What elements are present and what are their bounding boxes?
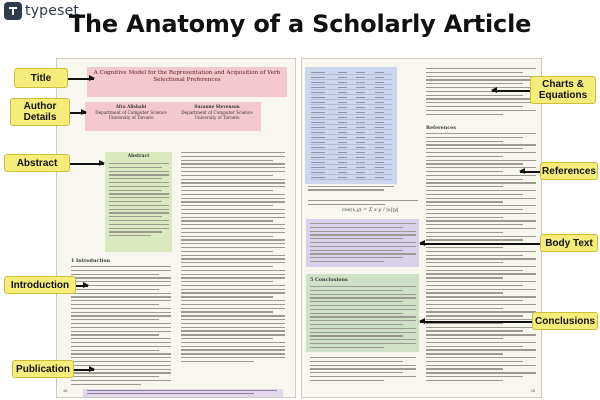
paper-page-right xyxy=(301,58,542,398)
results-table xyxy=(310,70,392,180)
arrow-publication xyxy=(74,369,94,371)
label-publication: Publication xyxy=(12,360,74,378)
author-block xyxy=(177,104,257,121)
table-cell xyxy=(310,175,337,180)
page-number-left: 46 xyxy=(63,388,68,393)
conclusions-text xyxy=(310,286,416,351)
equation: cos(x,y) = Σ x·y / |x||y| xyxy=(342,207,399,213)
arrow-body-text xyxy=(420,243,540,245)
body-text-column xyxy=(181,152,285,365)
label-conclusions: Conclusions xyxy=(532,312,598,330)
brand-name: typeset xyxy=(25,3,80,19)
paper-title: A Cognitive Model for the Representation and Acquisition of Verb Selectional Preferences xyxy=(93,70,281,84)
label-references: References xyxy=(540,162,598,180)
references-heading: References xyxy=(426,125,456,131)
author-name: Suzanne Stevenson xyxy=(194,104,240,109)
author-univ: University of Toronto xyxy=(194,115,240,121)
conclusions-heading: 5 Conclusions xyxy=(310,277,348,283)
arrow-author-details xyxy=(70,112,86,114)
arrow-introduction xyxy=(76,285,88,287)
author-dept: Department of Computer Science xyxy=(95,109,167,115)
introduction-heading: 1 Introduction xyxy=(71,258,111,264)
author-name: Afra Alishahi xyxy=(115,104,147,109)
abstract-heading: Abstract xyxy=(127,154,150,159)
label-title: Title xyxy=(14,68,68,88)
post-conclusion-text xyxy=(310,357,416,384)
arrow-abstract xyxy=(70,163,104,165)
arrow-title xyxy=(68,78,94,80)
body-text-column-right xyxy=(426,68,536,117)
body-text xyxy=(310,223,416,265)
page-number-right: 48 xyxy=(530,388,535,393)
table-cell xyxy=(355,175,373,180)
label-introduction: Introduction xyxy=(4,276,76,294)
label-charts-equations: Charts & Equations xyxy=(530,76,596,104)
author-univ: University of Toronto xyxy=(108,115,154,121)
figure-caption xyxy=(308,186,396,193)
publication-info xyxy=(87,390,279,397)
abstract-text xyxy=(109,163,169,239)
arrow-references xyxy=(520,171,540,173)
arrow-charts-equations xyxy=(492,90,530,92)
label-abstract: Abstract xyxy=(4,154,70,172)
page-title: The Anatomy of a Scholarly Article xyxy=(68,10,532,38)
label-body-text: Body Text xyxy=(540,234,598,252)
table-cell xyxy=(337,175,355,180)
arrow-conclusions xyxy=(420,321,532,323)
label-author-details: Author Details xyxy=(10,98,70,126)
paper-page-left xyxy=(56,58,296,398)
author-block xyxy=(91,104,171,121)
table-row xyxy=(310,175,392,180)
author-dept: Department of Computer Science xyxy=(181,109,253,115)
table-cell xyxy=(374,175,392,180)
